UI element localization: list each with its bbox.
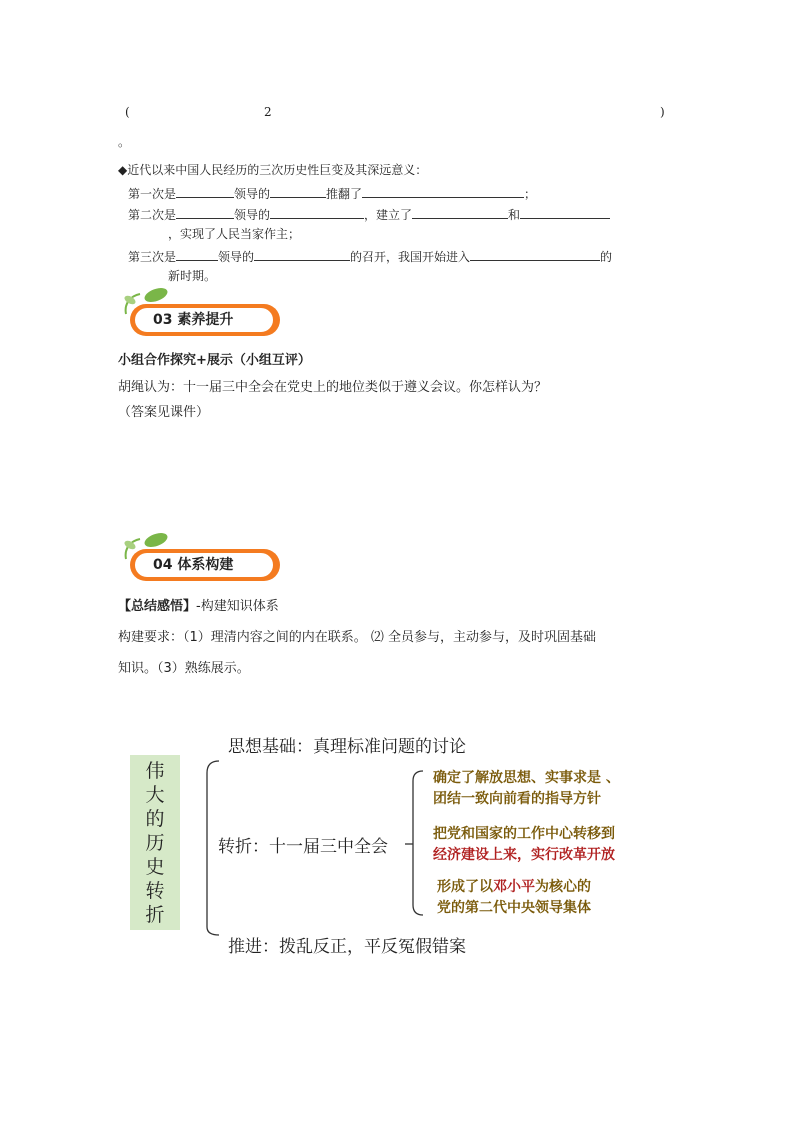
root-char: 历 — [145, 832, 165, 854]
branch-1-line-1: 确定了解放思想、实事求是 、 — [433, 770, 620, 786]
diagram-root-box — [130, 755, 180, 930]
diagram-branch-1 — [433, 768, 620, 810]
text: 的 — [600, 250, 613, 264]
period-mark: 。 — [118, 135, 131, 149]
text: 推翻了 — [326, 187, 363, 201]
branch-2-line-2a: 经济建设上来， — [433, 847, 531, 863]
branch-1-line-2: 团结一致向前看的指导方针 — [433, 791, 601, 807]
diagram-advance: 推进：拨乱反正，平反冤假错案 — [228, 937, 466, 957]
fill-blank[interactable] — [176, 247, 218, 261]
fill-blank[interactable] — [254, 247, 350, 261]
diagram-turning: 转折：十一届三中全会 — [218, 837, 388, 857]
fill-blank[interactable] — [176, 184, 234, 198]
diagram-branch-3 — [437, 877, 591, 919]
root-char: 的 — [145, 808, 165, 830]
section-03-question: 胡绳认为：十一届三中全会在党史上的地位类似于遵义会议。你怎样认为？ — [118, 380, 548, 395]
fill-blank[interactable] — [520, 205, 610, 219]
text: 第一次是 — [128, 187, 177, 201]
fill-blank[interactable] — [270, 184, 326, 198]
fill-blank[interactable] — [362, 184, 524, 198]
fill-blank[interactable] — [470, 247, 600, 261]
branch-3-line-2: 党的第二代中央领导集体 — [437, 900, 591, 916]
open-paren: ( — [125, 105, 130, 119]
text: 领导的 — [234, 208, 271, 222]
diagram-branch-2 — [433, 824, 615, 866]
root-char: 折 — [145, 904, 165, 926]
section-03-banner — [118, 286, 280, 342]
root-char: 史 — [145, 856, 165, 878]
branch-2-line-1: 把党和国家的工作中心转移到 — [433, 826, 615, 842]
text: 和 — [508, 208, 521, 222]
section-title: 03 素养提升 — [134, 307, 274, 333]
text: 邓小平 — [493, 879, 535, 895]
text: 领导的 — [234, 187, 271, 201]
text: 第三次是 — [128, 250, 177, 264]
text: 形成了以 — [437, 879, 493, 895]
text: 第二次是 — [128, 208, 177, 222]
diagram-basis: 思想基础：真理标准问题的讨论 — [228, 737, 466, 757]
text: 领导的 — [218, 250, 255, 264]
item-number: 2 — [264, 105, 272, 119]
root-char: 转 — [145, 880, 165, 902]
root-char: 大 — [145, 784, 165, 806]
change-line-2b: ，实现了人民当家作主； — [168, 227, 301, 241]
change-line-3 — [128, 247, 612, 265]
fill-blank[interactable] — [176, 205, 234, 219]
change-line-2 — [128, 205, 610, 223]
text: 的召开，我国开始进入 — [350, 250, 471, 264]
diagram-root-label — [130, 755, 180, 927]
changes-heading: ◆近代以来中国人民经历的三次历史性巨变及其深远意义： — [118, 163, 428, 177]
text: ，建立了 — [364, 208, 413, 222]
change-line-1 — [128, 184, 536, 202]
text: 为核心的 — [535, 879, 591, 895]
branch-2-line-2 — [433, 845, 615, 866]
branch-3-line-1 — [437, 877, 591, 898]
section-03-subheading: 小组合作探究+展示（小组互评） — [118, 353, 311, 368]
change-line-3b: 新时期。 — [168, 269, 217, 283]
requirement-line-1: 构建要求：（1）理清内容之间的内在联系。 ⑵ 全员参与，主动参与，及时巩固基础 — [118, 630, 597, 645]
text: ； — [524, 187, 537, 201]
requirement-line-2: 知识。（3）熟练展示。 — [118, 661, 250, 676]
summary-rest: -构建知识体系 — [196, 599, 279, 614]
fill-blank[interactable] — [412, 205, 508, 219]
section-title: 04 体系构建 — [134, 552, 274, 578]
summary-tag: 【总结感悟】 — [118, 599, 197, 614]
close-paren: ) — [660, 105, 665, 119]
section-03-answer: （答案见课件） — [118, 405, 210, 420]
root-char: 伟 — [145, 760, 165, 782]
branch-2-line-2b: 实行改革开放 — [531, 847, 615, 863]
fill-blank[interactable] — [270, 205, 364, 219]
section-04-banner — [118, 531, 280, 587]
summary-line — [118, 598, 279, 616]
